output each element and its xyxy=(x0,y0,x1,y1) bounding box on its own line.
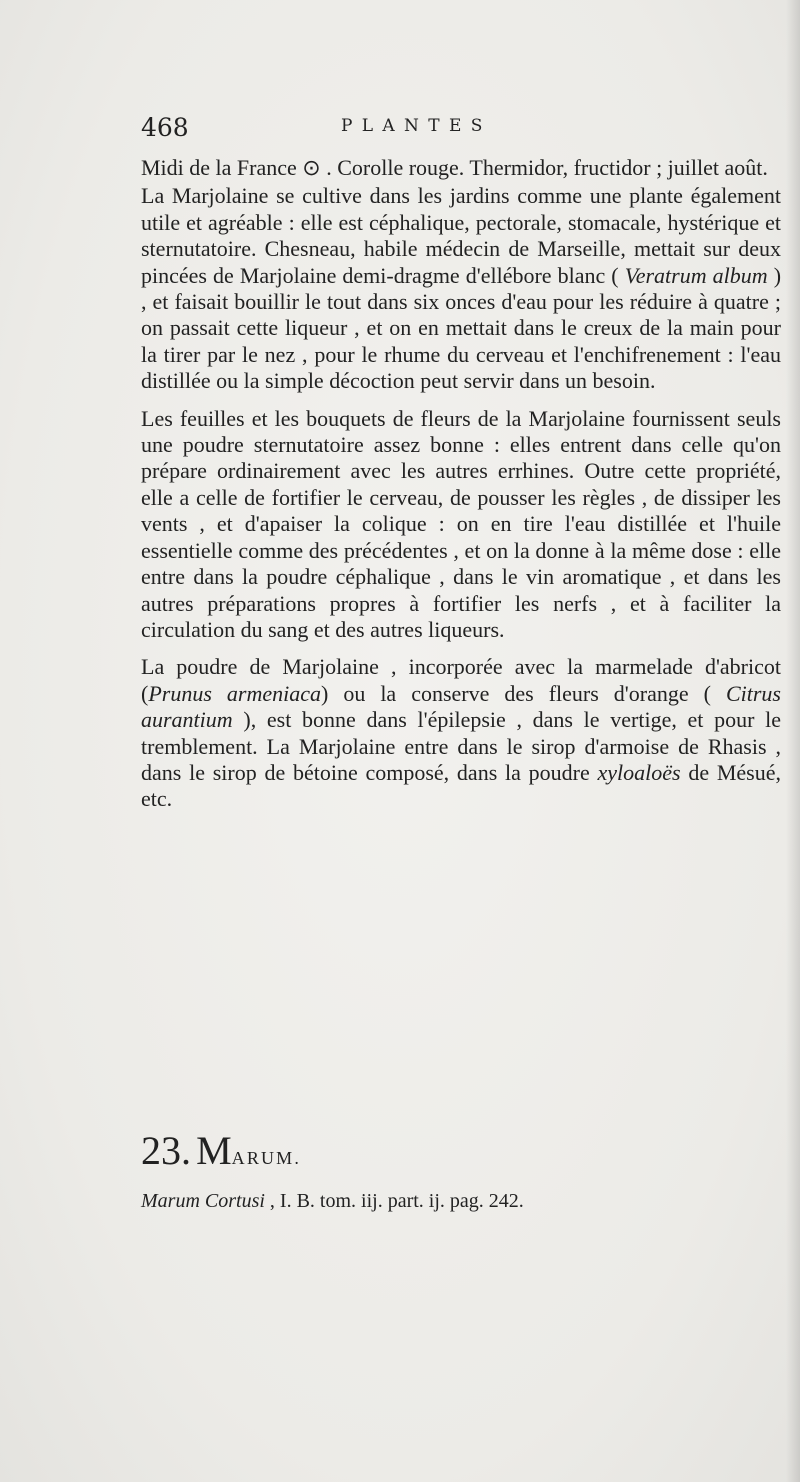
synonym-reference xyxy=(141,1190,781,1213)
paragraph-4 xyxy=(141,654,781,812)
italic-term: xyloaloës xyxy=(597,759,681,785)
page-number: 468 xyxy=(141,113,189,142)
italic-term: Citrus aurantium xyxy=(141,680,781,733)
section-heading xyxy=(141,1127,781,1183)
synonym-citation: , I. B. tom. iij. part. ij. pag. 242. xyxy=(264,1190,524,1212)
italic-term: Prunus armeniaca xyxy=(148,680,321,706)
text-run: ), est bonne dans l'épilepsie , dans le vertige, et pour le tremblement. La Marjolaine entre dans le sirop d'armoise de Rhasis , dans le sirop de bétoine composé, dans la poudre xyxy=(141,707,781,785)
section-number: 23. xyxy=(141,1128,191,1173)
text-run: de Mésué, etc. xyxy=(141,759,781,812)
page-edge-shadow xyxy=(786,0,800,1482)
text-run: Midi de la France ⊙ . Corolle rouge. Thermidor, fructidor ; juillet août. xyxy=(141,155,768,180)
text-run: ) ou la conserve des fleurs d'orange ( xyxy=(320,680,726,706)
paragraph-2 xyxy=(141,183,781,394)
paragraph-1 xyxy=(141,155,781,181)
text-run: Les feuilles et les bouquets de fleurs de la Marjolaine fournissent seuls une poudre sternutatoire assez bonne : elles entrent dans celle qu'on prépare ordinairement avec les autres errhines. Outre cette propriété, elle a celle de fortifier le cerveau, de pousser les règles , de dissiper les vents , et d'apaiser la colique : on en tire l'eau distillée et l'huile essentielle comme des précédentes , et on la donne à la même dose : elle entre dans la poudre céphalique , dans le vin aromatique , et dans les autres préparations propres à fortifier les nerfs , et à faciliter la circulation du sang et des autres liqueurs. xyxy=(141,405,781,642)
body-text xyxy=(141,155,781,824)
text-run: La poudre de Marjolaine , incorporée avec la marmelade d'abricot ( xyxy=(141,654,781,706)
text-run: ) , et faisait bouillir le tout dans six onces d'eau pour les réduire à quatre ; on passait cette liqueur , et on en mettait dans le creux de la main pour la tirer par le nez , pour le rhume du cerveau et l'enchifrenement : l'eau distillée ou la simple décoction peut servir dans un besoin. xyxy=(141,262,782,394)
paragraph-3 xyxy=(141,406,781,644)
page-header xyxy=(141,113,781,147)
section-title-rest: ARUM. xyxy=(231,1148,301,1168)
running-head: PLANTES xyxy=(341,116,492,136)
section-title-initial: M xyxy=(196,1128,232,1173)
text-run: La Marjolaine se cultive dans les jardins comme une plante également utile et agréable : elle est céphalique, pectorale, stomacale, hystérique et sternutatoire. Chesneau, habile médecin de Marseille, mettait sur deux pincées de Marjolaine demi-dragme d'ellébore blanc ( xyxy=(141,183,781,288)
synonym-name: Marum Cortusi xyxy=(141,1190,265,1212)
italic-term: Veratrum album xyxy=(624,262,768,288)
